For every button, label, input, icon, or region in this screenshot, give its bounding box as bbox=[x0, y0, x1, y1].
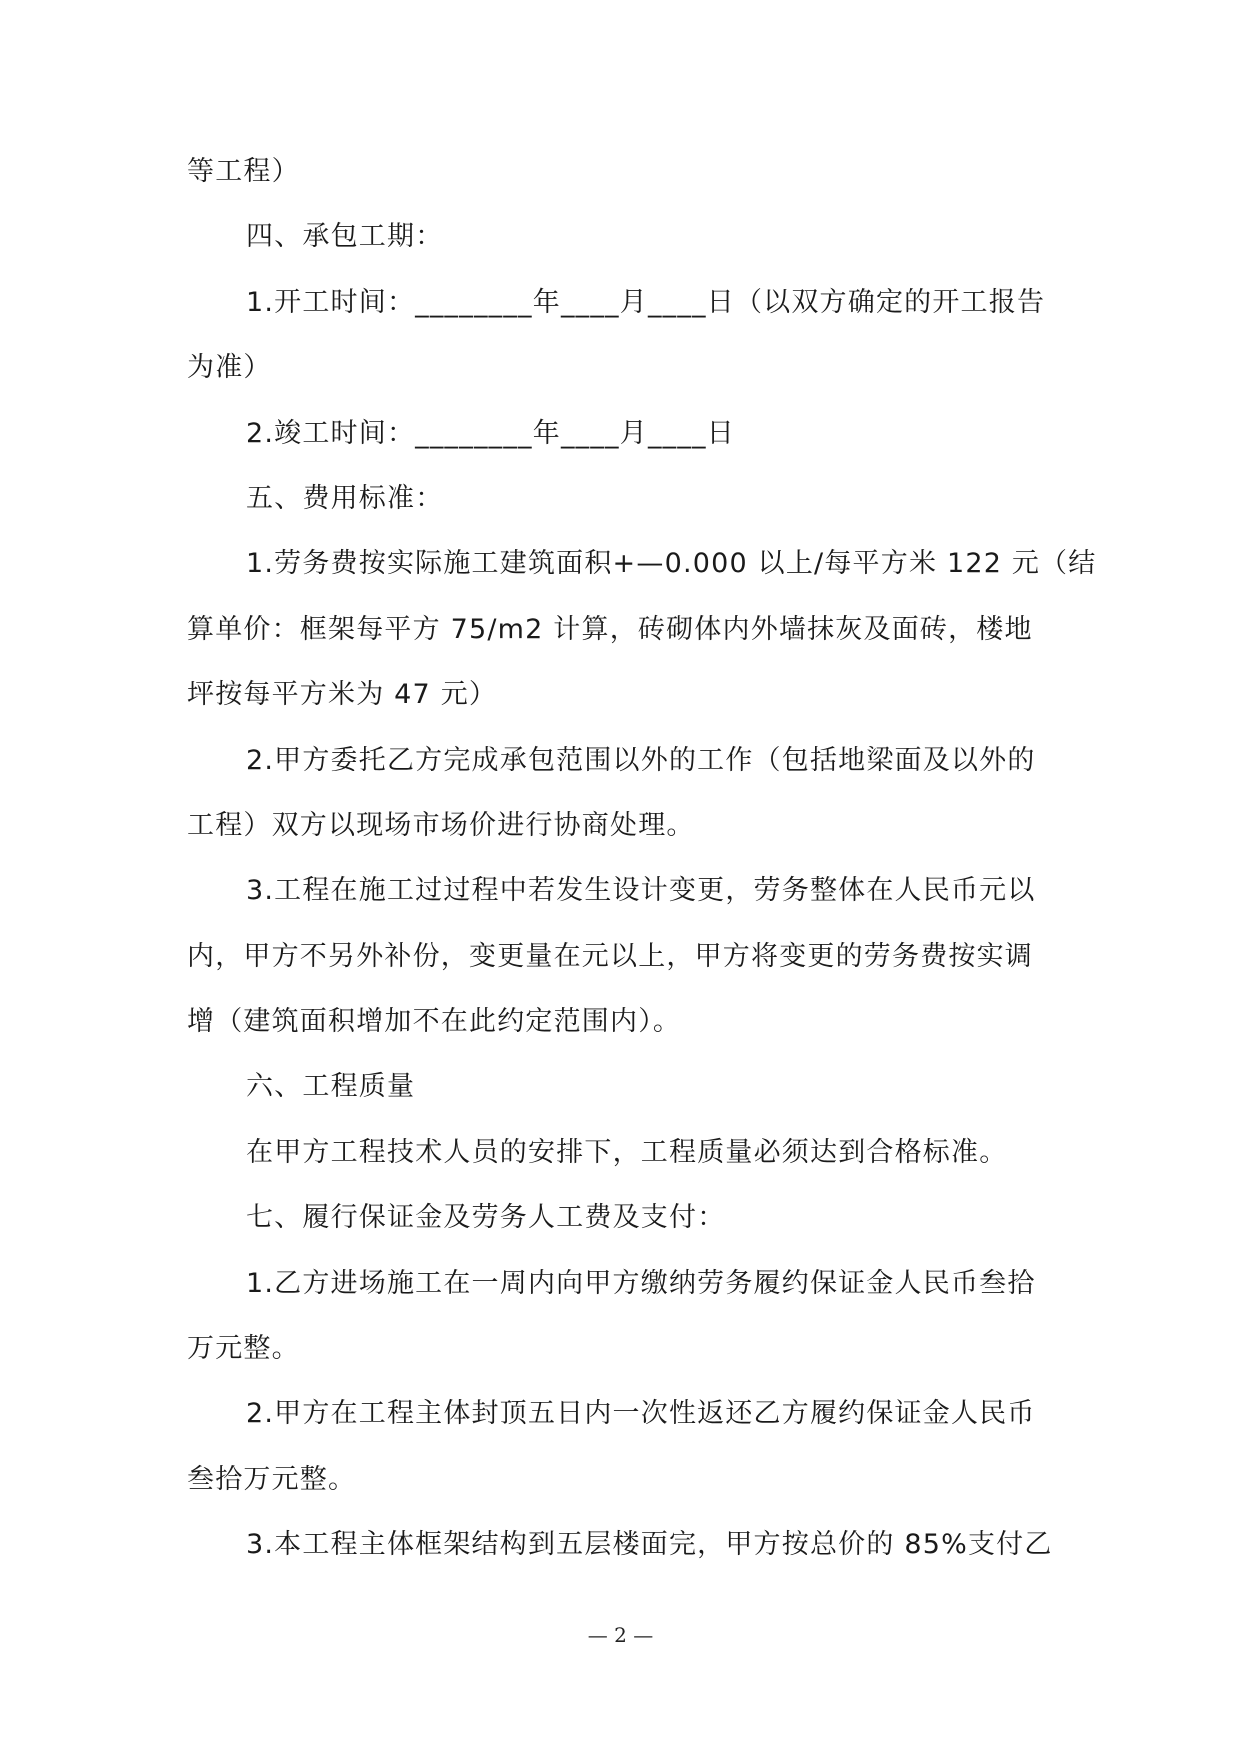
section-heading: 七、履行保证金及劳务人工费及支付： bbox=[246, 1202, 726, 1234]
text-line: 在甲方工程技术人员的安排下，工程质量必须达到合格标准。 bbox=[246, 1136, 1008, 1168]
page-number: — 2 — bbox=[587, 1623, 654, 1647]
text-line: 工程）双方以现场市场价进行协商处理。 bbox=[187, 809, 695, 841]
text-line: 内，甲方不另外补份，变更量在元以上，甲方将变更的劳务费按实调 bbox=[187, 940, 1033, 972]
text-line: 3.本工程主体框架结构到五层楼面完，甲方按总价的 85%支付乙 bbox=[246, 1529, 1053, 1561]
document-body bbox=[187, 156, 1097, 1597]
text-line: 3.工程在施工过过程中若发生设计变更，劳务整体在人民币元以 bbox=[246, 875, 1036, 907]
text-line: 叁拾万元整。 bbox=[187, 1463, 357, 1495]
text-line: 2.竣工时间：________年____月____日 bbox=[246, 417, 735, 449]
text-line: 1.开工时间：________年____月____日（以双方确定的开工报告 bbox=[246, 286, 1046, 318]
section-heading: 五、费用标准： bbox=[246, 482, 444, 514]
text-line: 算单价：框架每平方 75/m2 计算，砖砌体内外墙抹灰及面砖，楼地 bbox=[187, 613, 1033, 645]
text-line: 1.劳务费按实际施工建筑面积+—0.000 以上/每平方米 122 元（结 bbox=[246, 548, 1097, 580]
text-line: 等工程） bbox=[187, 156, 300, 187]
text-line: 2.甲方在工程主体封顶五日内一次性返还乙方履约保证金人民币 bbox=[246, 1398, 1036, 1430]
section-heading: 六、工程质量 bbox=[246, 1071, 416, 1103]
text-line: 万元整。 bbox=[187, 1333, 300, 1365]
section-heading: 四、承包工期： bbox=[246, 221, 444, 253]
text-line: 1.乙方进场施工在一周内向甲方缴纳劳务履约保证金人民币叁拾 bbox=[246, 1267, 1036, 1299]
text-line: 为准） bbox=[187, 352, 272, 384]
text-line: 增（建筑面积增加不在此约定范围内）。 bbox=[187, 1006, 682, 1038]
text-line: 2.甲方委托乙方完成承包范围以外的工作（包括地梁面及以外的 bbox=[246, 744, 1036, 776]
text-line: 坪按每平方米为 47 元） bbox=[187, 679, 498, 711]
